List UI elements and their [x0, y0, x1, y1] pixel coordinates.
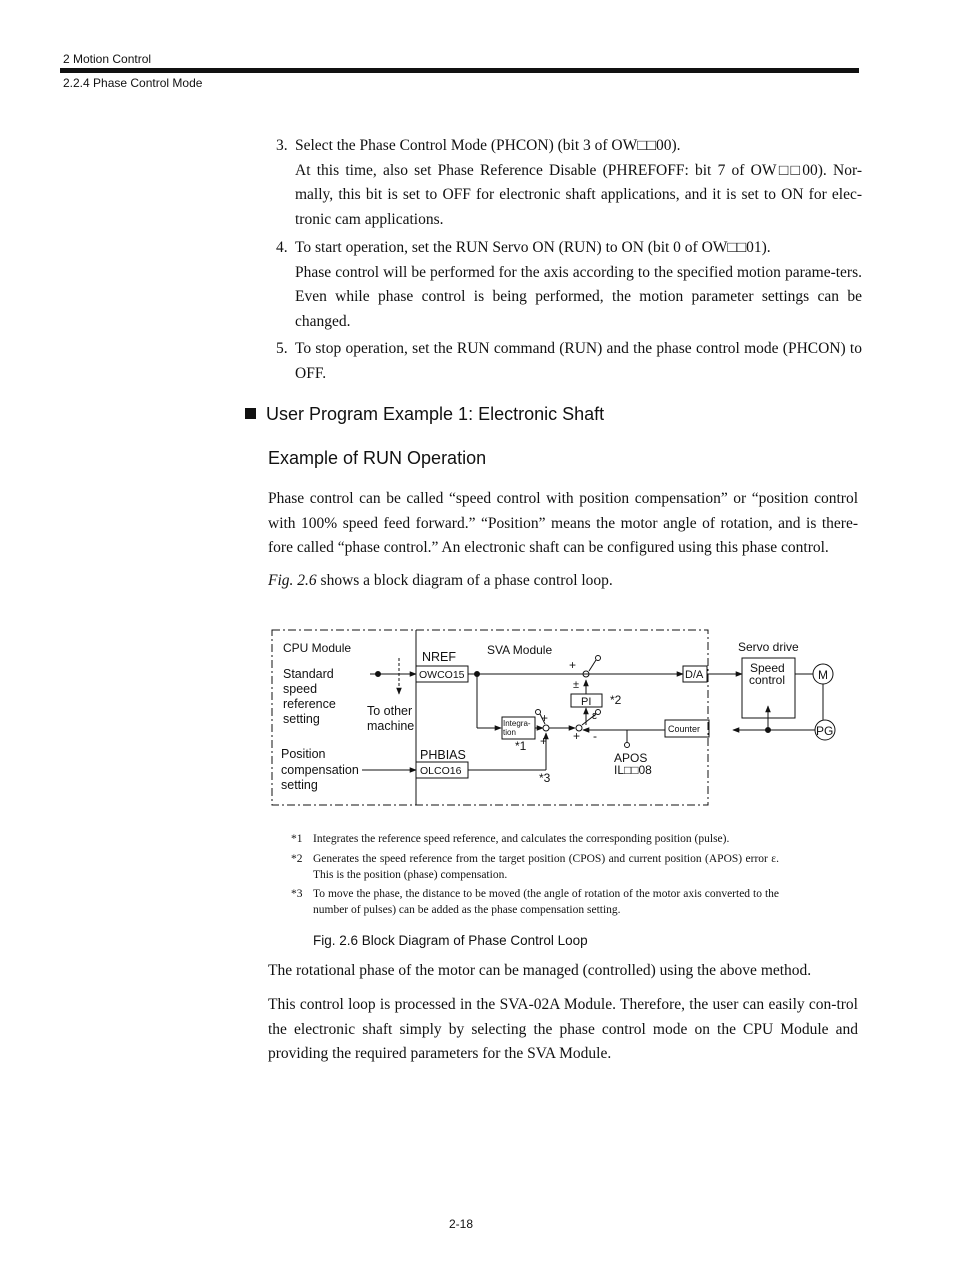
integration-label: Integra- [503, 719, 531, 728]
counter-label: Counter [668, 724, 701, 734]
pi-label: PI [581, 696, 592, 708]
standard-speed-label: speed [283, 682, 318, 696]
closing-paragraph: This control loop is processed in the SVA-02A Module. Therefore, the user can easily con-trol the electronic shaft simply by selecting the phase control mode on the CPU Module and providing the required parameters for the SVA Module. [268, 996, 858, 1062]
epsilon-label: ε [592, 710, 597, 722]
integration-label: tion [503, 728, 516, 737]
summing-junction [543, 725, 549, 731]
footnote-label: *3 [291, 888, 303, 900]
figure-reference-text: shows a block diagram of a phase control loop. [316, 572, 613, 589]
standard-speed-label: Standard [283, 667, 334, 681]
header-section: 2.2.4 Phase Control Mode [63, 76, 203, 90]
minus-sign: - [593, 729, 597, 743]
intro-paragraph: Phase control can be called “speed control with position compensation” or “position control with 100% speed feed forward.” “Position” means the motor angle of rotation, and is there-fore called “phase control.” An electronic shaft can be configured using this phase control. [268, 490, 858, 556]
page-number: 2-18 [449, 1217, 474, 1231]
note-ref-3: *3 [539, 771, 551, 785]
figure-reference-italic: Fig. 2.6 [268, 572, 317, 589]
plus-sign: + [540, 734, 548, 748]
step-text-line1: To start operation, set the RUN Servo ON (RUN) to ON (bit 0 of OW□□01). [295, 239, 771, 256]
servo-drive-label: Servo drive [738, 640, 799, 654]
header-chapter: 2 Motion Control [63, 52, 152, 66]
plusminus-sign: ± [573, 679, 580, 691]
footnote-text: To move the phase, the distance to be moved (the angle of rotation of the motor axis converted to the number of pulses) can be added as the phase compensation setting. [313, 888, 779, 916]
plus-sign: + [541, 711, 549, 725]
position-compensation-label: setting [281, 778, 318, 792]
step-text-line2: Phase control will be performed for the axis according to the specified motion parame-ters. Even while phase control is being performed, the motion parameter settings can be changed. [295, 263, 862, 330]
motor-label: M [818, 668, 828, 682]
figure-caption: Fig. 2.6 Block Diagram of Phase Control Loop [313, 933, 588, 948]
standard-speed-label: setting [283, 712, 320, 726]
cpu-module-label: CPU Module [283, 641, 352, 655]
apos-label: APOS [614, 751, 648, 765]
olco16-label: OLCO16 [420, 765, 462, 777]
plus-sign: + [569, 658, 577, 672]
pg-label: PG [816, 724, 834, 738]
closing-paragraph: The rotational phase of the motor can be managed (controlled) using the above method. [268, 962, 812, 979]
step-text: To stop operation, set the RUN command (RUN) and the phase control mode (PHCON) to OFF. [295, 340, 862, 382]
da-label: D/A [685, 669, 704, 681]
to-other-machine-label: machine [367, 719, 415, 733]
footnote-1 [291, 832, 779, 848]
footnote-text: Integrates the reference speed reference, and calculates the corresponding position (pulse). [313, 833, 730, 845]
plus-sign: + [573, 729, 581, 743]
nref-label: NREF [422, 650, 457, 664]
owco15-label: OWCO15 [419, 669, 465, 681]
step-number: 4. [276, 239, 288, 256]
to-other-machine-label: To other [367, 704, 413, 718]
phbias-label: PHBIAS [420, 748, 466, 762]
speed-control-label: control [749, 673, 786, 687]
step-number: 3. [276, 137, 288, 154]
il08-label: IL□□08 [614, 763, 652, 777]
section-heading-text: User Program Example 1: Electronic Shaft [266, 404, 605, 424]
note-ref-2: *2 [610, 693, 622, 707]
footnote-3 [291, 887, 779, 918]
position-compensation-label: compensation [281, 763, 359, 777]
footnote-label: *2 [291, 853, 303, 865]
speed-control-label: Speed [750, 661, 785, 675]
standard-speed-label: reference [283, 697, 336, 711]
footnote-text: Generates the speed reference from the target position (CPOS) and current position (APOS) error ε. This is the position (phase) compensation. [313, 853, 779, 881]
step-number: 5. [276, 340, 288, 357]
note-ref-1: *1 [515, 739, 527, 753]
step-text-line2: At this time, also set Phase Reference Disable (PHREFOFF: bit 7 of OW□□00). Nor-mally, this bit is set to OFF for electronic shaft applications, and it is set to ON for elec-tronic cam applications. [295, 161, 862, 228]
step-text-line1: Select the Phase Control Mode (PHCON) (bit 3 of OW□□00). [295, 137, 681, 154]
position-compensation-label: Position [281, 747, 326, 761]
footnote-2 [291, 852, 779, 883]
sva-module-label: SVA Module [487, 643, 553, 657]
subsection-heading: Example of RUN Operation [268, 448, 487, 468]
footnote-label: *1 [291, 833, 303, 845]
